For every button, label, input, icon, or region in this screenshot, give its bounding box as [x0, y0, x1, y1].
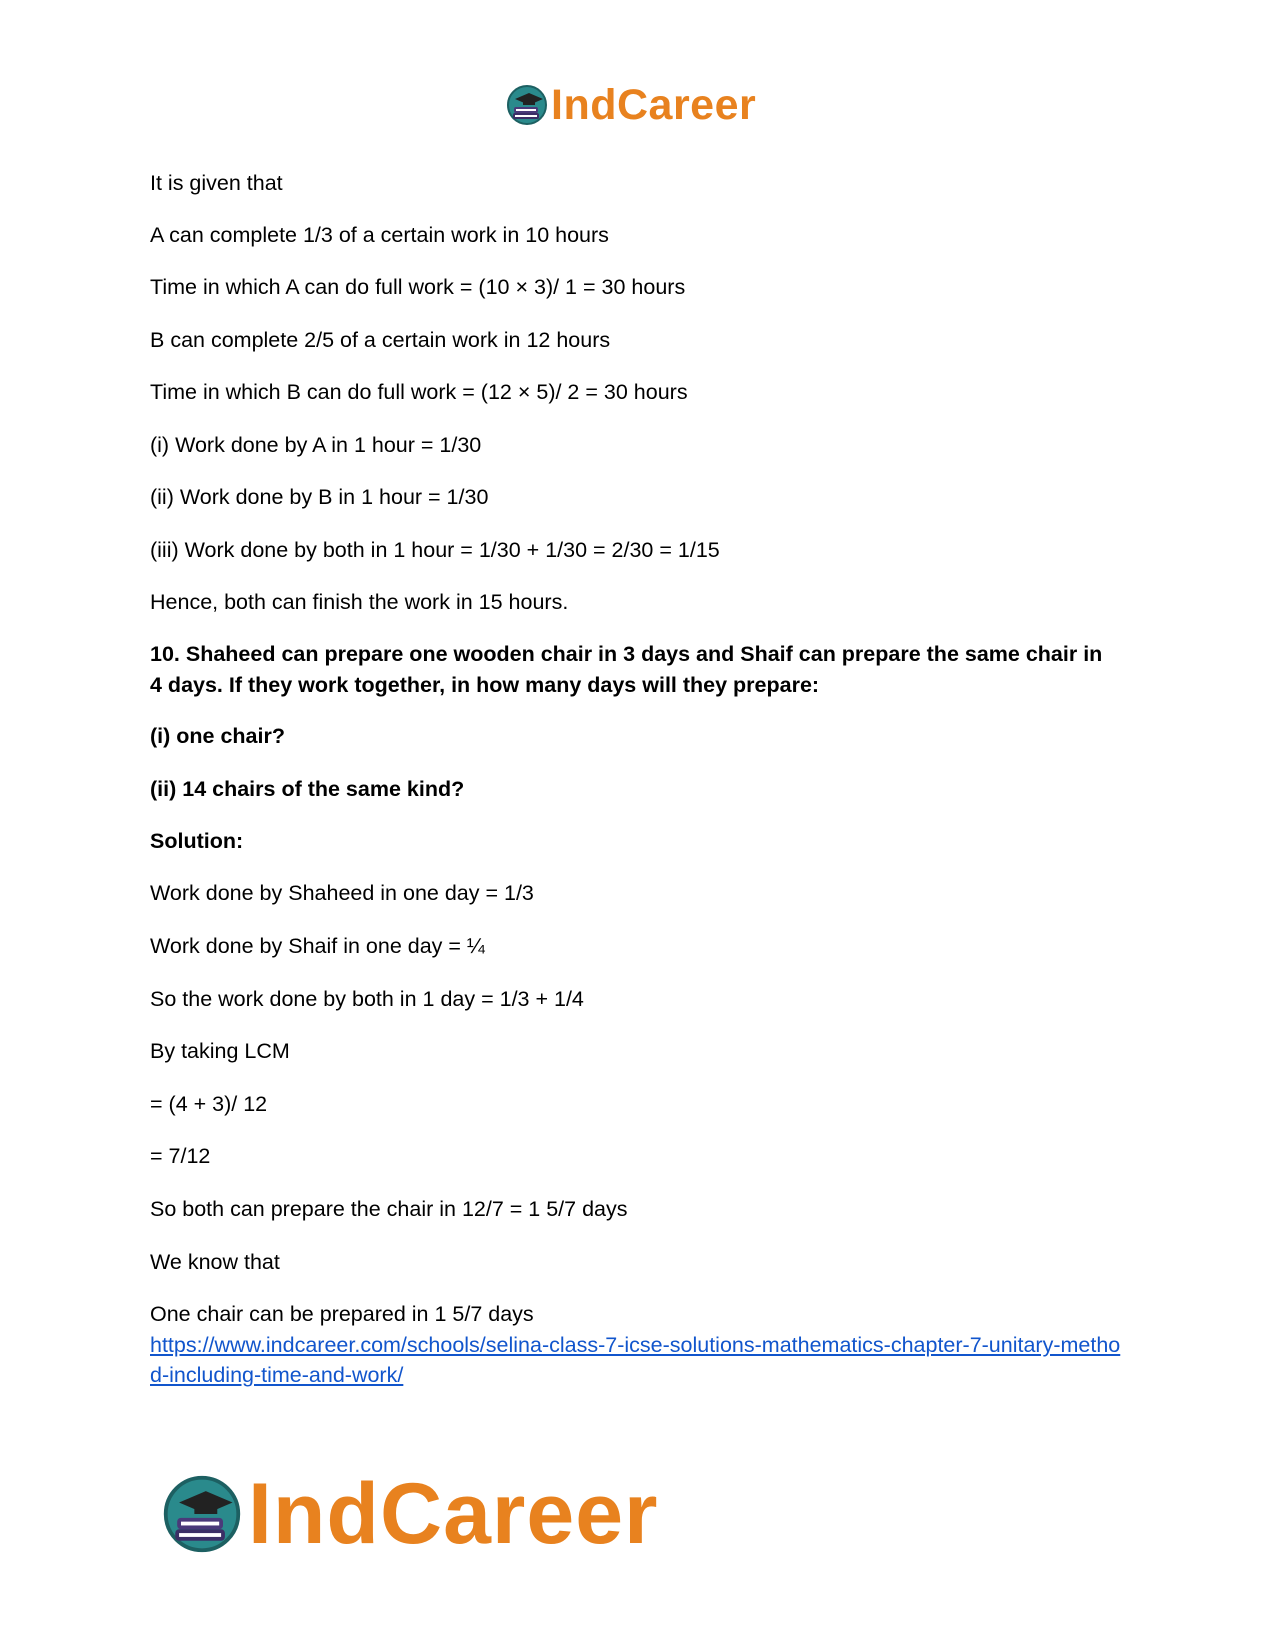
text-line: Time in which A can do full work = (10 × 3)/ 1 = 30 hours — [150, 275, 686, 299]
logo-wordmark: IndCareer — [551, 80, 757, 129]
solution-line: = 7/12 — [150, 1144, 211, 1168]
solution-line: So the work done by both in 1 day = 1/3 + 1/4 — [150, 987, 584, 1011]
globe-books-icon — [160, 1472, 244, 1556]
text-line: Hence, both can finish the work in 15 hours. — [150, 590, 569, 614]
solution-line: Work done by Shaheed in one day = 1/3 — [150, 881, 534, 905]
solution-line: So both can prepare the chair in 12/7 = 1 5/7 days — [150, 1197, 628, 1221]
question-part-i: (i) one chair? — [150, 724, 285, 748]
text-line: (i) Work done by A in 1 hour = 1/30 — [150, 433, 482, 457]
text-line: (ii) Work done by B in 1 hour = 1/30 — [150, 485, 489, 509]
question-part-ii: (ii) 14 chairs of the same kind? — [150, 777, 465, 801]
text-line: It is given that — [150, 171, 283, 195]
text-line: A can complete 1/3 of a certain work in 10 hours — [150, 223, 609, 247]
header-logo — [505, 80, 756, 130]
text-line: B can complete 2/5 of a certain work in 12 hours — [150, 328, 611, 352]
solution-line: One chair can be prepared in 1 5/7 days — [150, 1302, 534, 1326]
globe-books-icon — [505, 83, 549, 127]
logo-wordmark: IndCareer — [248, 1466, 659, 1562]
solution-line: = (4 + 3)/ 12 — [150, 1092, 268, 1116]
text-line: (iii) Work done by both in 1 hour = 1/30 + 1/30 = 2/30 = 1/15 — [150, 538, 720, 562]
footer-logo — [160, 1466, 659, 1562]
solution-line: We know that — [150, 1250, 280, 1274]
question-heading: 10. Shaheed can prepare one wooden chair in 3 days and Shaif can prepare the same chair in 4 days. If they work together, in how many days will they prepare: — [150, 642, 1103, 697]
source-link[interactable]: https://www.indcareer.com/schools/selina-class-7-icse-solutions-mathematics-chapter-7-unitary-method-including-time-and-work/ — [150, 1333, 1121, 1387]
text-line: Time in which B can do full work = (12 × 5)/ 2 = 30 hours — [150, 380, 688, 404]
solution-line: By taking LCM — [150, 1039, 290, 1063]
solution-line: Work done by Shaif in one day = ¼ — [150, 934, 485, 958]
solution-label: Solution: — [150, 829, 244, 853]
